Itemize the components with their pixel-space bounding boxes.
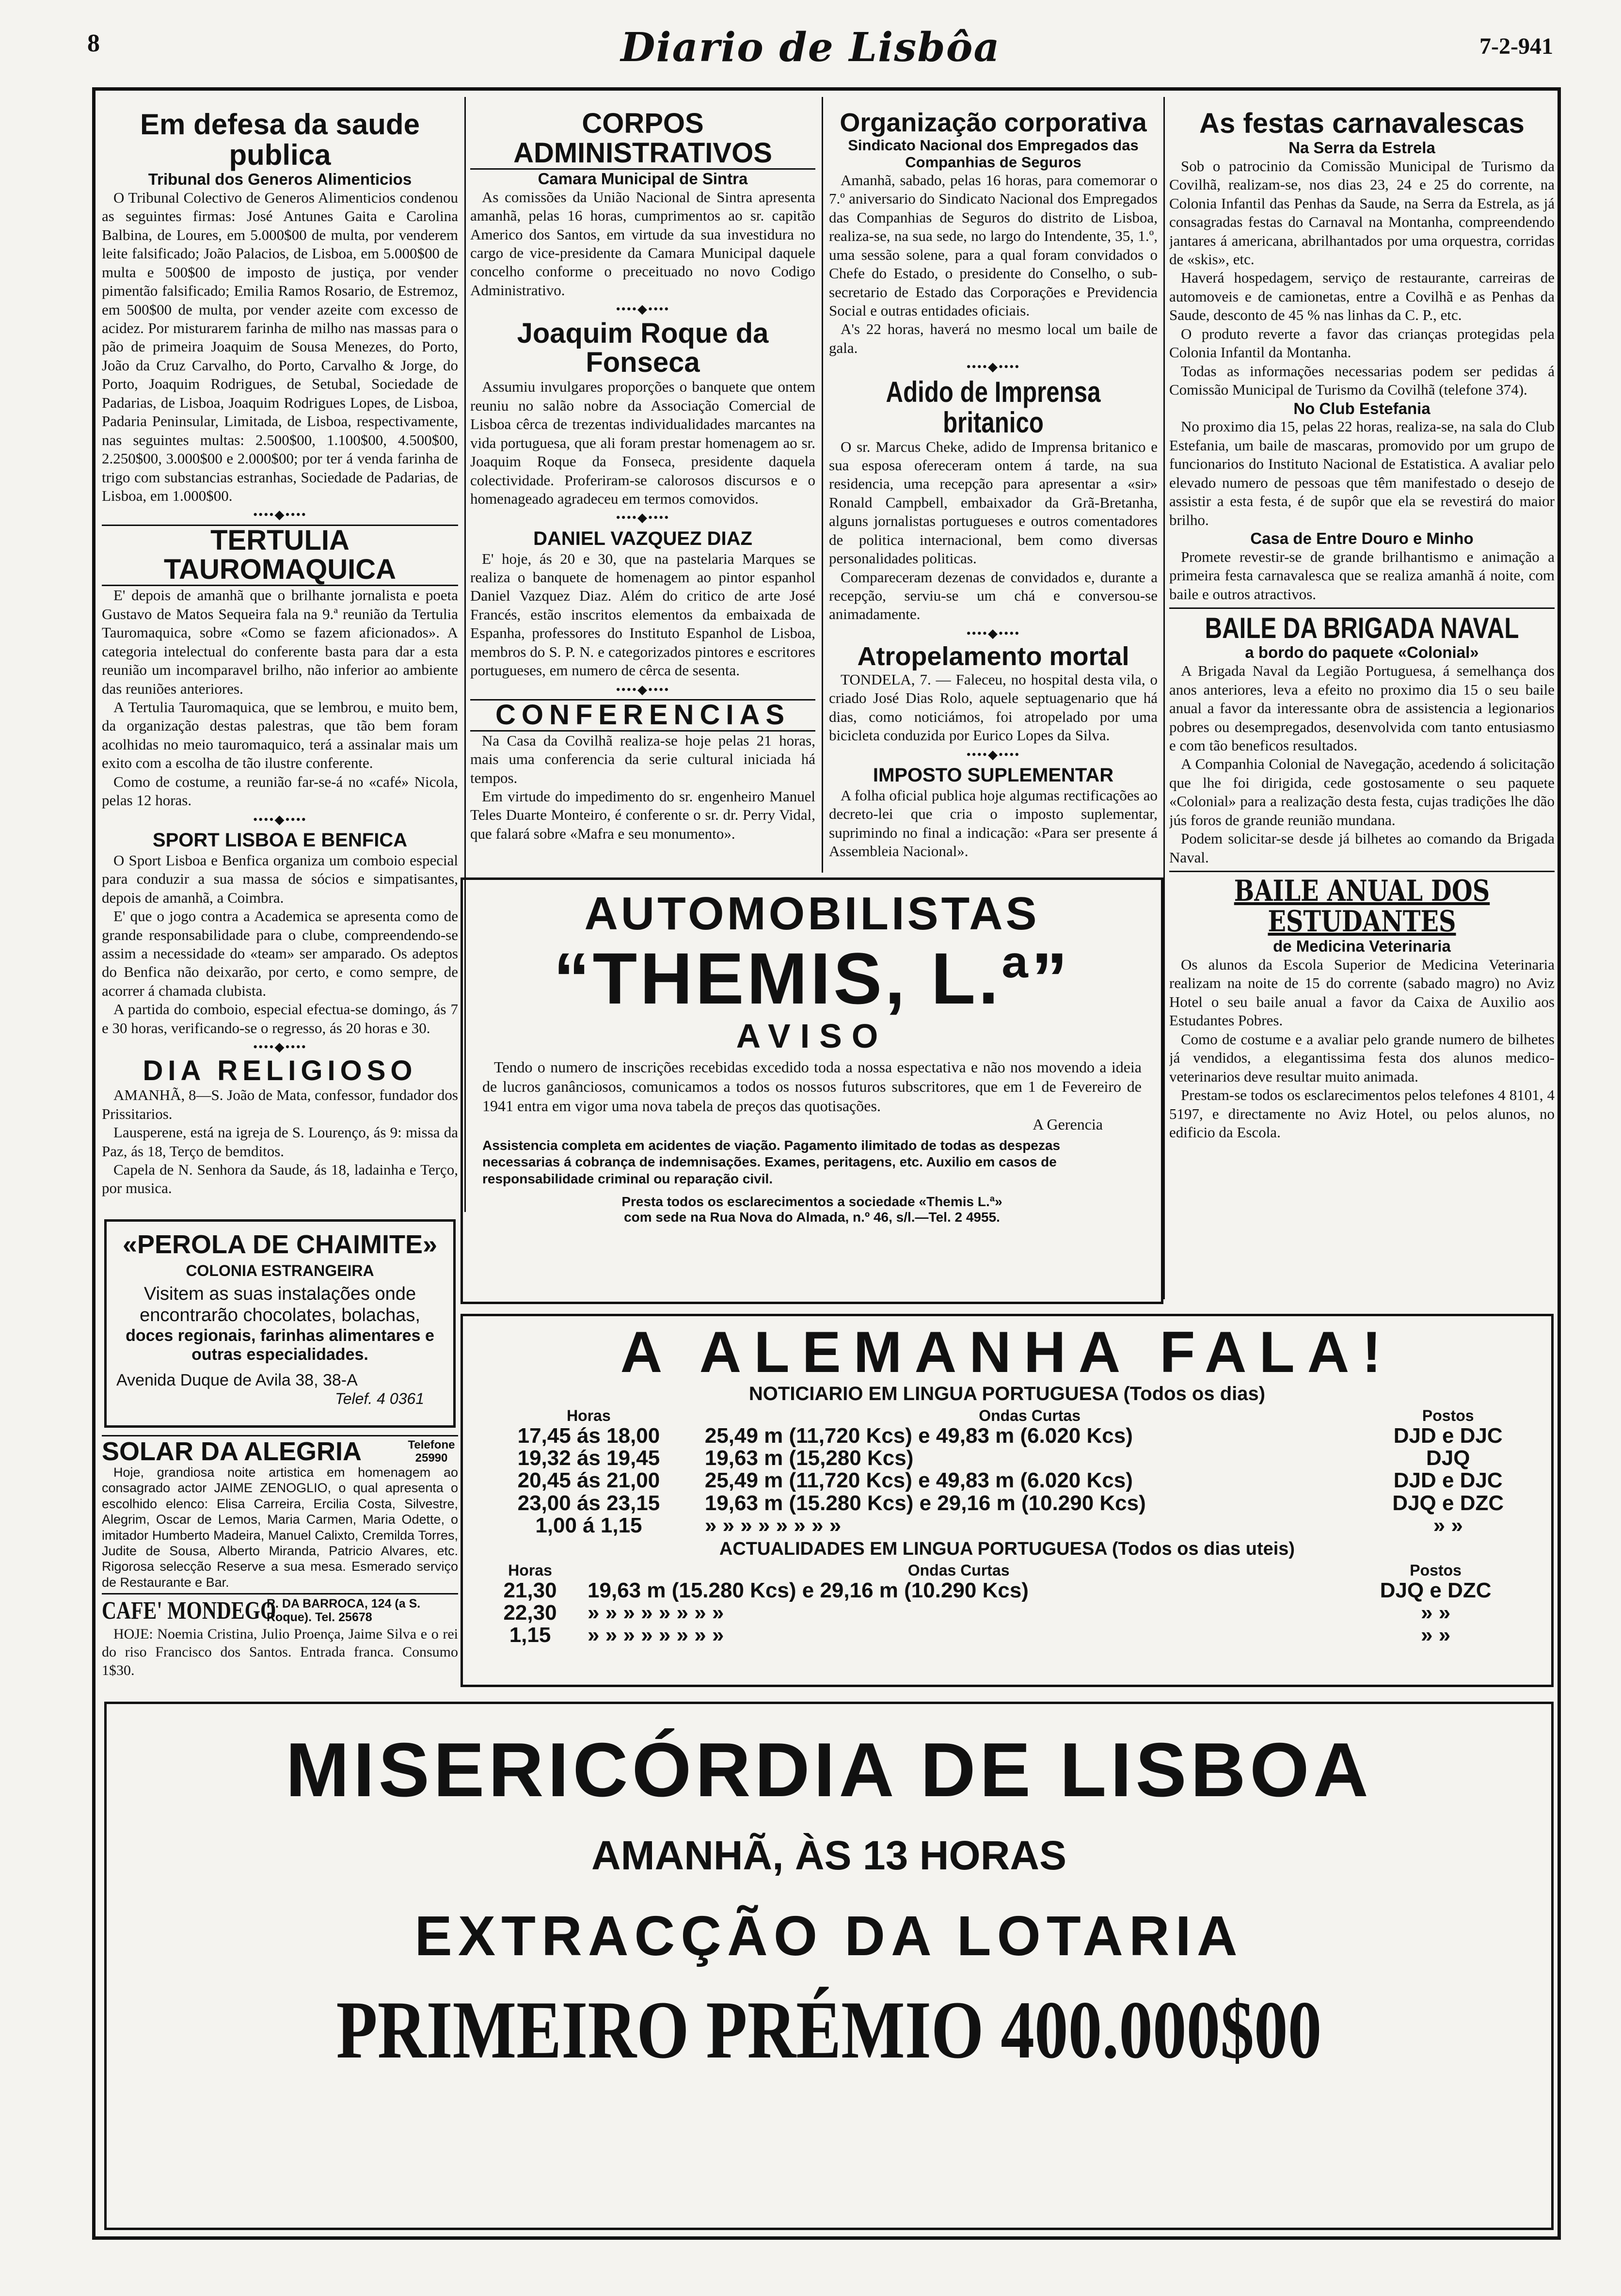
article-naval-p3: Podem solicitar-se desde já bilhetes ao comando da Brigada Naval.	[1169, 830, 1555, 866]
schedule-cell-ondas: 25,49 m (11,720 Kcs) e 49,83 m (6.020 Kcs)	[704, 1424, 1133, 1448]
col-header-horas: Horas	[508, 1561, 552, 1579]
ornament-divider: ••••◆••••	[966, 747, 1020, 762]
ad-misericordia-premio: PRIMEIRO PRÉMIO 400.000$00	[336, 1984, 1322, 2075]
section-rule	[1169, 871, 1555, 872]
ad-solar-text: Hoje, grandiosa noite artistica em homenagem ao consagrado actor JAIME ZENOGLIO, o qual apresenta o escolhido elenco: Elisa Carreira, Ercilia Costa, Silvestre, Alegrim, Oscar de Lemos, Maria Carmen, Maria Odette, o imitador Humberto Madeira, Manuel Calixto, Cremilda Torres, Judite de Sousa, Alberto Miranda, Patricio Alvares, etc. Rigorosa selecção Reserve a sua mesa. Esmerado serviço de Restaurante e Bar.	[102, 1465, 458, 1590]
schedule-cell-postos: DJQ	[1426, 1446, 1470, 1470]
ad-themis-line1: AUTOMOBILISTAS	[584, 888, 1040, 940]
ad-misericordia-extraccao: EXTRACÇÃO DA LOTARIA	[414, 1904, 1243, 1967]
ad-themis-services: Assistencia completa em acidentes de viação. Pagamento ilimitado de todas as despezas necessarias á cobrança de indemnisações. Exames, peritagens, etc. Auxilio em casos de responsabilidade criminal ou reparação civil.	[482, 1138, 1061, 1186]
headline-tertulia: TERTULIA TAUROMAQUICA	[102, 525, 458, 587]
article-sport-p3: A partida do comboio, especial efectua-se domingo, ás 7 e 30 horas, verificando-se o regresso, ás 20 horas e 30.	[102, 1001, 458, 1036]
col-header-ondas: Ondas Curtas	[907, 1561, 1010, 1579]
article-sport-p2: E' que o jogo contra a Academica se apresenta como de grande responsabilidade para o clube, compreendendo-se assim a necessidade do «team» ser amparado. Os adeptos do Benfica não deixarão, por certo, e como sempre, de acorrer á chamada clubista.	[102, 908, 458, 999]
schedule-row	[477, 1425, 1537, 1447]
schedule-cell-postos: » »	[1433, 1513, 1463, 1537]
ad-themis-signature: A Gerencia	[1033, 1116, 1103, 1133]
schedule-cell-ondas: 19,63 m (15.280 Kcs) e 29,16 m (10.290 Kcs)	[588, 1578, 1029, 1602]
article-daniel: E' hoje, ás 20 e 30, que na pastelaria Marques se realiza o banquete de homenagem ao pintor espanhol Daniel Vazquez Diaz. Além do critico de arte José Francés, estão inscritos elementos da embaixada de Espanha, professores do Instituto Espanhol de Lisboa, membros do S. P. N. e categorizados pintores e escritores portugueses, em numero de cêrca de sesenta.	[470, 550, 815, 679]
subhead-colonial: a bordo do paquete «Colonial»	[1245, 643, 1479, 662]
headline-festas: As festas carnavalescas	[1199, 109, 1525, 139]
article-tertulia-p3: Como de costume, a reunião far-se-á no «café» Nicola, pelas 12 horas.	[102, 773, 458, 809]
article-tertulia-p1: E' depois de amanhã que o brilhante jornalista e poeta Gustavo de Matos Sequeira fala na 9.ª reunião da Tertulia Tauromaquica, sobre «Como se fazem aficionados». A categoria intelectual do conferente basta para dar a esta reunião um incomparavel brilho, não inferior ao ambiente das reuniões anteriores.	[102, 587, 458, 697]
ad-perola-title: «PEROLA DE CHAIMITE»	[122, 1230, 438, 1259]
article-festas-p1: Sob o patrocinio da Comissão Municipal de Turismo da Covilhã, realizam-se, nos dias 23, 24 e 25 do corrente, na Colonia Infantil das Penhas da Saude, na Serra da Estrela, as já consagradas festas do Carnaval na Montanha, compreendendo jantares á americana, abrilhantados por uma orquestra, corridas de «skis», etc.	[1169, 157, 1555, 268]
subhead-veterinaria: de Medicina Veterinaria	[1273, 937, 1451, 956]
ad-solar-title: SOLAR DA ALEGRIA	[102, 1437, 362, 1466]
schedule-cell-ondas: 25,49 m (11,720 Kcs) e 49,83 m (6.020 Kcs)	[704, 1468, 1133, 1493]
section-rule	[1169, 607, 1555, 609]
schedule-cell-ondas: » » » » » » » »	[704, 1513, 842, 1537]
ad-solar-phone: Telefone 25990	[408, 1438, 455, 1465]
schedule-cell-horas: 22,30	[503, 1601, 557, 1625]
ad-misericordia-time: AMANHÃ, ÀS 13 HORAS	[591, 1832, 1067, 1878]
schedule-cell-postos: DJD e DJC	[1393, 1468, 1503, 1493]
article-atropelamento: TONDELA, 7. — Faleceu, no hospital desta vila, o criado José Dias Rolo, aquele septuagenario que há dias, como noticiámos, foi atropelado por uma bicicleta conduzida por Eurico Lopes da Silva.	[829, 670, 1158, 744]
column-1	[102, 109, 458, 1239]
schedule-row	[477, 1447, 1537, 1469]
masthead	[0, 24, 1621, 78]
headline-naval: BAILE DA BRIGADA NAVAL	[1205, 612, 1519, 645]
schedule-cell-ondas: 19,63 m (15,280 Kcs)	[704, 1446, 914, 1470]
schedule-cell-horas: 19,32 ás 19,45	[517, 1446, 660, 1470]
ornament-divider: ••••◆••••	[966, 626, 1020, 640]
column-rule	[1163, 97, 1165, 1299]
ornament-divider: ••••◆••••	[616, 302, 670, 317]
headline-adido: Adido de Imprensa britanico	[886, 375, 1101, 439]
headline-saude: Em defesa da saude publica	[140, 109, 420, 171]
headline-corpos: CORPOS ADMINISTRATIVOS	[470, 109, 815, 170]
schedule-row	[477, 1624, 1537, 1646]
column-2	[470, 109, 815, 861]
subhead-douro-minho: Casa de Entre Douro e Minho	[1250, 529, 1474, 548]
ads-solar-cafe	[102, 1435, 458, 1687]
article-religioso-p3: Capela de N. Senhora da Saude, ás 18, ladainha e Terço, por musica.	[102, 1161, 458, 1197]
schedule-cell-ondas: » » » » » » » »	[588, 1623, 724, 1647]
article-saude: O Tribunal Colectivo de Generos Alimenticios condenou as seguintes firmas: José Antunes Gaita e Carolina Balbina, de Loures, em 5.000$00 de multa, por venderem leite falsificado; João Palacios, de Lisboa, em 5.000$00 de multa e 500$00 de imposto de justiça, por vender pimentão falsificado; Emilia Ramos Rosario, de Estremoz, em 500$00 de multa, por vender azeite com excesso de acidez. Por misturarem farinha de milho nas massas para o pão de primeira Joaquim de Sousa Menezes, do Porto, João da Cruz Carvalho, do Porto, Carvalho & Jorge, do Porto, Joaquim Rodrigues, de Setubal, Sociedade de Padarias, de Lisboa, Joaquim Rodrigues Lopes, de Lisboa, Padaria Peninsular, Limitada, de Lisboa, respectivamente, nas seguintes multas: 2.500$00, 1.100$00, 4.500$00, 2.250$00, 3.000$00 e 2.000$00; por ter á venda farinha de trigo com substancias estranhas, Sociedade de Padarias, de Lisboa, em 1.000$00.	[102, 189, 458, 504]
article-estudantes-p1: Os alunos da Escola Superior de Medicina Veterinaria realizam na noite de 15 do corrente (sabado magro) no Aviz Hotel o seu baile anual a favor da Caixa de Auxilio aos Estudantes Pobres.	[1169, 956, 1555, 1029]
headline-imposto: IMPOSTO SUPLEMENTAR	[873, 764, 1114, 786]
schedule-table-2	[477, 1562, 1537, 1647]
article-joaquim: Assumiu invulgares proporções o banquete que ontem reuniu no salão nobre da Associação Comercial de Lisboa cêrca de trezentas individualidades marcantes na vida portuguesa, que ali foram prestar homenagem ao sr. Joaquim Roque da Fonseca, presidente daquela colectividade. Proferiram-se calorosos discursos e o homenageado agradeceu em termos comovidos.	[470, 378, 815, 507]
schedule-cell-horas: 23,00 ás 23,15	[517, 1491, 660, 1515]
ad-perola-line2: encontrarão chocolates, bolachas,	[140, 1305, 420, 1326]
headline-estudantes: BAILE ANUAL DOS ESTUDANTES	[1234, 874, 1490, 939]
article-imposto: A folha oficial publica hoje algumas rectificações ao decreto-lei que cria o imposto suplementar, suprimindo no final a indicação: «Para ser presente á Assembleia Nacional».	[829, 786, 1158, 860]
headline-organizacao: Organização corporativa	[840, 109, 1147, 137]
schedule-cell-ondas: » » » » » » » »	[588, 1601, 724, 1625]
ad-themis-footer1: Presta todos os esclarecimentos a sociedade «Themis L.ª»	[621, 1194, 1002, 1209]
schedule-cell-ondas: 19,63 m (15.280 Kcs) e 29,16 m (10.290 Kcs)	[704, 1491, 1146, 1515]
article-estudantes-p3: Prestam-se todos os esclarecimentos pelos telefones 4 8101, 4 5197, e directamente no Aviz Hotel, ou pelos alunos, no edificio da Escola.	[1169, 1086, 1555, 1141]
article-adido-p1: O sr. Marcus Cheke, adido de Imprensa britanico e sua esposa ofereceram ontem á tarde, na sua residencia, uma recepção para apresentar a «sir» Ronald Campbell, embaixador da Grã-Bretanha, alguns jornalistas portugueses e outros comentadores de politica internacional, bem como diversas personalidades politicas.	[829, 438, 1158, 567]
ornament-divider: ••••◆••••	[616, 682, 670, 697]
ornament-divider: ••••◆••••	[966, 360, 1020, 374]
ad-alemanha-title: A ALEMANHA FALA!	[620, 1320, 1394, 1385]
article-corpos: As comissões da União Nacional de Sintra apresenta amanhã, pelas 16 horas, cumprimentos ao sr. capitão Americo dos Santos, em virtude da sua investidura no cargo de vice-presidente da Camara Municipal daquele concelho conforme o preceituado no novo Codigo Administrativo.	[470, 188, 815, 299]
col-header-postos: Postos	[1410, 1561, 1462, 1579]
ad-perola-de-chaimite	[104, 1219, 456, 1428]
ad-perola-line1: Visitem as suas instalações onde	[143, 1284, 416, 1305]
ad-perola-line3: doces regionais, farinhas alimentares e outras especialidades.	[126, 1326, 434, 1364]
schedule-table-1	[477, 1407, 1537, 1537]
ad-cafe-title: CAFE' MONDEGO	[102, 1597, 276, 1625]
ad-alemanha-fala	[461, 1314, 1554, 1687]
article-religioso-p2: Lausperene, está na igreja de S. Lourenço, ás 9: missa da Paz, ás 18, Terço de bemditos.	[102, 1124, 458, 1160]
ad-cafe-address: R. DA BARROCA, 124 (a S. Roque). Tel. 25678	[267, 1597, 421, 1624]
col-header-ondas: Ondas Curtas	[979, 1407, 1081, 1424]
article-conferencias-p2: Em virtude do impedimento do sr. engenheiro Manuel Teles Duarte Monteiro, é conferente o sr. dr. Perry Vidal, que falará sobre «Mafra e seu monumento».	[470, 788, 815, 842]
newspaper-title: Diario de Lisbôa	[620, 24, 1001, 71]
schedule-cell-postos: DJQ e DZC	[1380, 1578, 1492, 1602]
col-header-postos: Postos	[1422, 1407, 1474, 1424]
ad-perola-telephone: Telef. 4 0361	[335, 1389, 424, 1407]
subhead-estefania: No Club Estefania	[1293, 399, 1430, 417]
ornament-divider: ••••◆••••	[253, 508, 307, 522]
col-header-horas: Horas	[567, 1407, 611, 1424]
schedule-cell-postos: DJD e DJC	[1393, 1424, 1503, 1448]
column-rule	[822, 97, 823, 873]
ad-themis	[461, 877, 1163, 1304]
headline-daniel: DANIEL VAZQUEZ DIAZ	[533, 527, 752, 549]
article-organizacao-p2: A's 22 horas, haverá no mesmo local um baile de gala.	[829, 320, 1158, 356]
subhead-tribunal: Tribunal dos Generos Alimenticios	[148, 170, 412, 188]
headline-joaquim: Joaquim Roque da Fonseca	[517, 317, 769, 379]
schedule-cell-postos: » »	[1421, 1623, 1451, 1647]
article-religioso-p1: AMANHÃ, 8—S. João de Mata, confessor, fundador dos Prissitarios.	[102, 1086, 458, 1122]
schedule-cell-horas: 21,30	[503, 1578, 557, 1602]
article-conferencias-p1: Na Casa da Covilhã realiza-se hoje pelas 21 horas, mais uma conferencia da serie cultural iniciada há tempos.	[470, 732, 815, 786]
ad-perola-address: Avenida Duque de Avila 38, 38-A	[116, 1371, 358, 1389]
subhead-sindicato: Sindicato Nacional dos Empregados das Companhias de Seguros	[848, 136, 1139, 171]
page-number: 8	[87, 30, 100, 57]
article-adido-p2: Compareceram dezenas de convidados e, durante a recepção, serviu-se um chá e conversou-se animadamente.	[829, 568, 1158, 623]
article-tertulia-p2: A Tertulia Tauromaquica, que se lembrou, e muito bem, da organização destas palestras, que tão bem foram acolhidas no meio tauromaquico, terá a assinalar mais um exito com a escolha de tão ilustre conferente.	[102, 698, 458, 772]
schedule-cell-horas: 1,00 á 1,15	[535, 1513, 642, 1537]
schedule-cell-postos: DJQ e DZC	[1392, 1491, 1504, 1515]
schedule-row	[477, 1602, 1537, 1624]
ad-alemanha-subtitle1: NOTICIARIO EM LINGUA PORTUGUESA (Todos os dias)	[748, 1383, 1266, 1404]
schedule-row	[477, 1515, 1537, 1537]
article-naval-p2: A Companhia Colonial de Navegação, acedendo á solicitação que lhe foi dirigida, cede gostosamente o seu paquete «Colonial» para a realização desta festa, cujas tradições lhe dão jús foros de grande reunião mundana.	[1169, 755, 1555, 829]
column-4	[1169, 109, 1555, 1287]
headline-atropelamento: Atropelamento mortal	[857, 642, 1129, 671]
ad-misericordia	[104, 1702, 1554, 2230]
schedule-cell-postos: » »	[1421, 1601, 1451, 1625]
schedule-cell-horas: 17,45 ás 18,00	[517, 1424, 660, 1448]
column-3	[829, 109, 1158, 861]
ad-misericordia-title: MISERICÓRDIA DE LISBOA	[286, 1727, 1372, 1813]
ad-cafe-text: HOJE: Noemia Cristina, Julio Proença, Jaime Silva e o rei do riso Francisco dos Santos. Entrada franca. Consumo 1$30.	[102, 1626, 458, 1678]
ad-themis-line3: AVISO	[736, 1017, 888, 1055]
article-festas-p5: No proximo dia 15, pelas 22 horas, realiza-se, na sala do Club Estefania, um baile de mascaras, promovido por um grupo de funcionarios do Instituto Nacional de Estatistica. A avaliar pelo elevado numero de pessoas que têm manifestado o desejo de assistir a esta festa, é de supôr que ela se revestirá do maior brilho.	[1169, 418, 1555, 528]
schedule-row	[477, 1469, 1537, 1492]
subhead-serra: Na Serra da Estrela	[1288, 138, 1435, 157]
headline-sport: SPORT LISBOA E BENFICA	[152, 829, 408, 851]
schedule-cell-horas: 20,45 ás 21,00	[517, 1468, 660, 1493]
article-festas-p4: Todas as informações necessarias podem ser pedidas á Comissão Municipal de Turismo da Covilhã (telefone 374).	[1169, 362, 1555, 399]
article-festas-p3: O produto reverte a favor das crianças protegidas pela Colonia Infantil da Montanha.	[1169, 325, 1555, 361]
ornament-divider: ••••◆••••	[253, 1040, 307, 1054]
article-festas-p6: Promete revestir-se de grande brilhantismo e animação a primeira festa carnavalesca que se realiza amanhã á noite, com baile e outros atractivos.	[1169, 548, 1555, 603]
article-naval-p1: A Brigada Naval da Legião Portuguesa, á semelhança dos anos anteriores, leva a efeito no proximo dia 15 o seu baile anual a favor da interessante obra de assistencia a legionarios pobres ou desempregados, desenvolvida com tanto entusiasmo e com tão beneficos resultados.	[1169, 662, 1555, 754]
issue-date: 7-2-941	[1479, 33, 1553, 59]
article-organizacao: Amanhã, sabado, pelas 16 horas, para comemorar o 7.º aniversario do Sindicato Nacional dos Empregados das Companhias de Seguros do distrito de Lisboa, realiza-se, na sua sede, no largo do Intendente, 35, 1.º, uma sessão solene, para a qual foram convidados o Chefe do Estado, o presidente do Conselho, o sub-secretario de Estado das Corporações e Previdencia Social e outras entidades oficiais.	[829, 171, 1158, 319]
ad-themis-footer2: com sede na Rua Nova do Almada, n.º 46, s/l.—Tel. 2 4955.	[624, 1209, 1000, 1225]
ad-themis-text: Tendo o numero de inscrições recebidas excedido toda a nossa espectativa e não nos movendo a ideia de lucros ganânciosos, comunicamos a todos os nossos futuros subscritores, que em 1 de Fevereiro de 1941 entra em vigor uma nova tabela de preços das quotisações.	[482, 1058, 1142, 1115]
ad-alemanha-subtitle2: ACTUALIDADES EM LINGUA PORTUGUESA (Todos os dias uteis)	[719, 1538, 1295, 1559]
headline-conferencias: CONFERENCIAS	[470, 699, 815, 732]
ornament-divider: ••••◆••••	[616, 510, 670, 525]
ad-perola-subtitle: COLONIA ESTRANGEIRA	[186, 1262, 374, 1280]
subhead-sintra: Camara Municipal de Sintra	[538, 169, 748, 188]
headline-religioso: DIA RELIGIOSO	[143, 1055, 417, 1087]
schedule-row	[477, 1492, 1537, 1515]
schedule-row	[477, 1579, 1537, 1602]
article-estudantes-p2: Como de costume e a avaliar pelo grande numero de bilhetes já vendidos, a elegantissima festa dos alunos medico-veterinarios deve resultar muito animada.	[1169, 1030, 1555, 1085]
ad-themis-line2: “THEMIS, L.ª”	[553, 937, 1071, 1019]
article-sport-p1: O Sport Lisboa e Benfica organiza um comboio especial para conduzir a sua massa de sócios e simpatisantes, depois de amanhã, a Coimbra.	[102, 851, 458, 906]
article-festas-p2: Haverá hospedagem, serviço de restaurante, carreiras de automoveis e de camionetas, entre a Covilhã e as Penhas da Saude, desconto de 45 % nas linhas da C. P., etc.	[1169, 269, 1555, 324]
schedule-cell-horas: 1,15	[509, 1623, 551, 1647]
ornament-divider: ••••◆••••	[253, 812, 307, 827]
